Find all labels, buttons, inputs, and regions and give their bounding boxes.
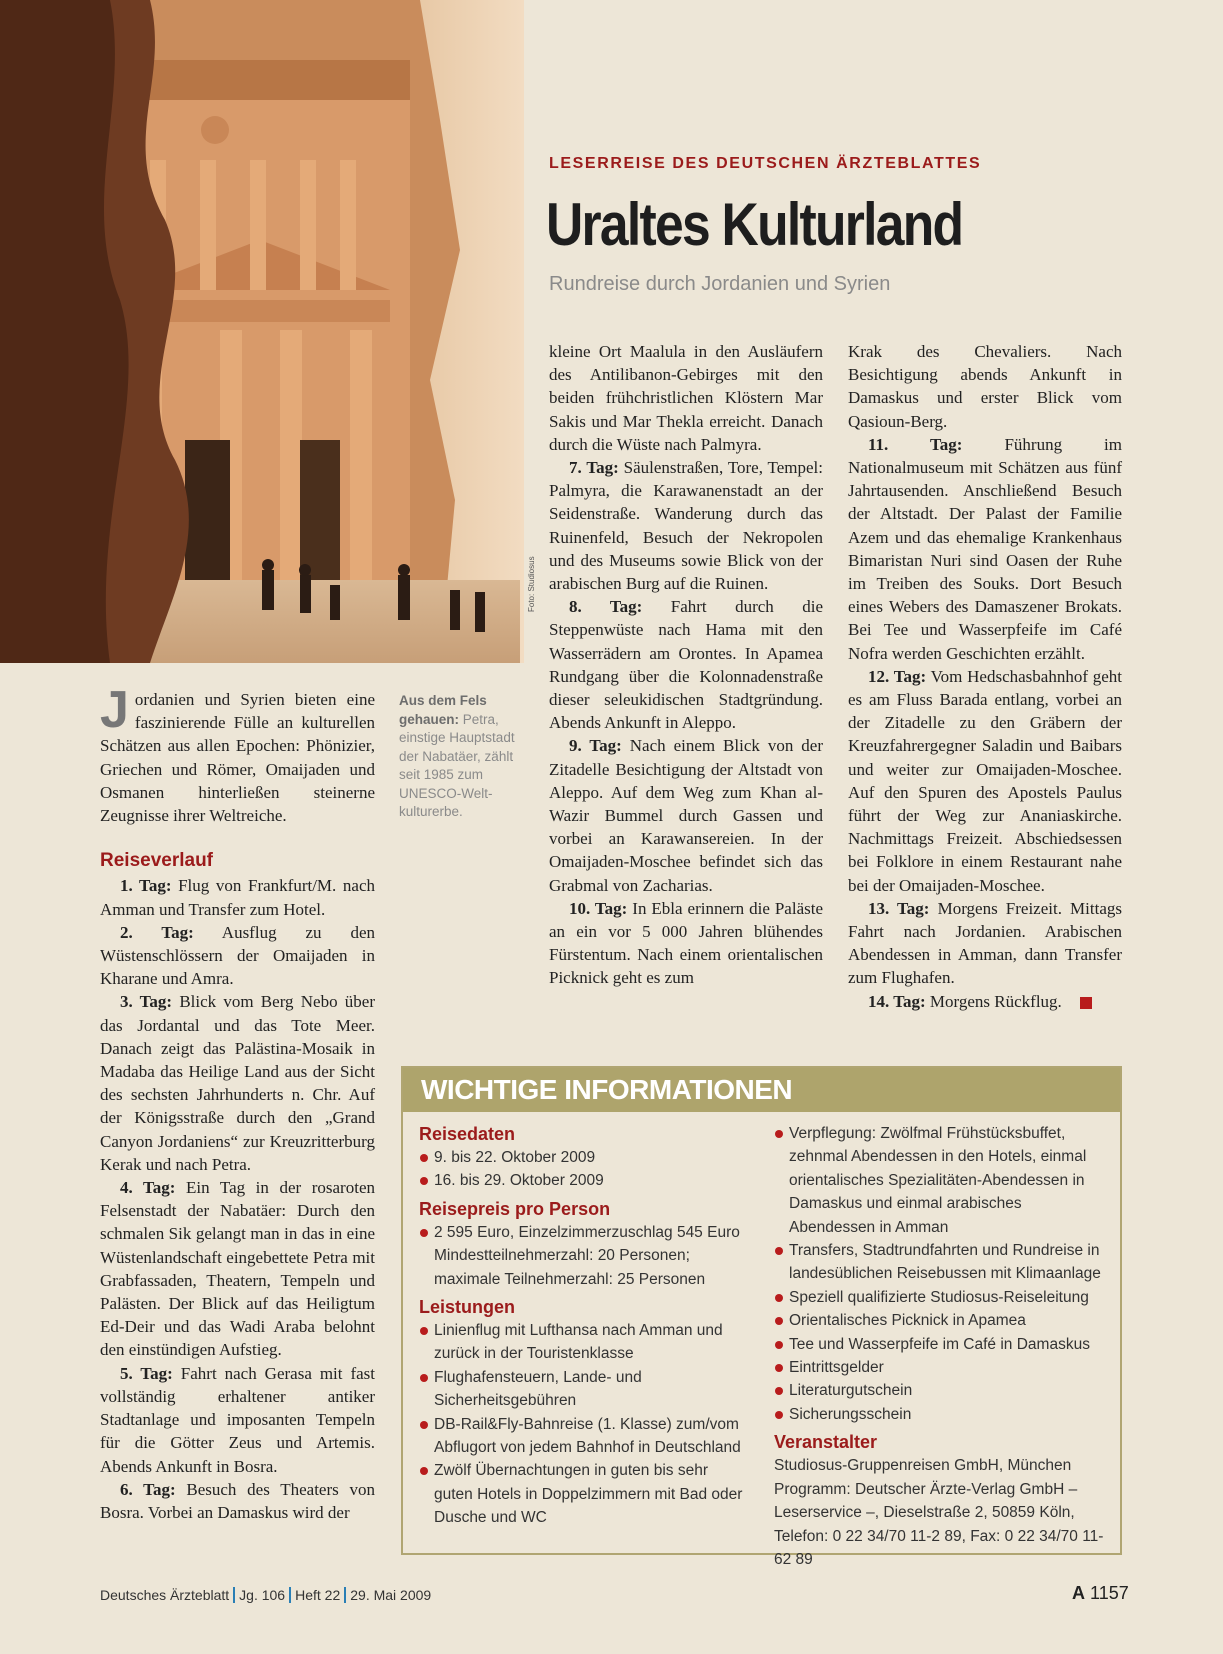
day-text: Fahrt nach Gerasa mit fast vollständig erhaltener antiker Stadtanlage und imposanten Tempeln für die Götter Zeus und Artemis. Abends Ankunft in Bosra. bbox=[100, 1363, 375, 1476]
day-text: Besuch des Theaters von Bosra. Vorbei an Damaskus wird der bbox=[100, 1479, 375, 1522]
day-label: 7. Tag: bbox=[569, 458, 619, 478]
reisedaten-heading: Reisedaten bbox=[419, 1124, 516, 1144]
list-item: DB-Rail&Fly-Bahnreise (1. Klasse) zum/vom Abflugort von jedem Bahnhof in Deutschland bbox=[419, 1413, 749, 1460]
preis-list bbox=[419, 1221, 749, 1291]
list-item: Eintrittsgelder bbox=[774, 1356, 1109, 1379]
list-item: Orientalisches Picknick in Apamea bbox=[774, 1309, 1109, 1332]
list-item: Transfers, Stadtrundfahrten und Rundreise in landesüblichen Reisebussen mit Klimaanlage bbox=[774, 1239, 1109, 1286]
day-paragraph bbox=[848, 897, 1122, 990]
article-column-3 bbox=[848, 340, 1122, 1013]
list-item: Linienflug mit Lufthansa nach Amman und zurück in der Touristenklasse bbox=[419, 1319, 749, 1366]
day-text: Nach einem Blick von der Zitadelle Besichtigung der Altstadt von Aleppo. Auf dem Weg zum Khan al-Wazir Bummel durch Gassen und vorbei an Karawansereien. In der Omaijaden-Moschee befindet sich das Grabmal von Zacharias. bbox=[549, 736, 823, 895]
day-label: 9. Tag: bbox=[569, 736, 622, 756]
day-text: Ein Tag in der rosaroten Felsenstadt der Nabatäer: Durch den schmalen Sik gelangt man in das in eine Wüstenlandschaft eingebettete Petra mit Grabfassaden, Theatern, Tempeln und Palästen. Der Blick auf das Heiligtum Ed-Deir und das Wadi Araba belohnt den einstündigen Aufstieg. bbox=[100, 1178, 375, 1360]
intro-paragraph bbox=[100, 681, 375, 827]
leistungen-list bbox=[419, 1319, 749, 1530]
day-paragraph bbox=[549, 734, 823, 896]
day-paragraph bbox=[848, 433, 1122, 665]
day-text: Fahrt durch die Steppenwüste nach Hama mit den Wasserrädern am Orontes. In Apamea Rundgang über die Kolonnadenstraße dieser seleukidischen Stadtgründung. Abends Ankunft in Aleppo. bbox=[549, 597, 823, 733]
day-label: 8. Tag: bbox=[569, 597, 643, 617]
day-text: Morgens Rückflug. bbox=[925, 991, 1062, 1011]
day-label: 3. Tag: bbox=[120, 992, 173, 1012]
day-text: In Ebla erinnern die Paläste an ein vor 5 000 Jahren blühendes Fürstentum. Nach einem orientalischen Picknick geht es zum bbox=[549, 898, 823, 988]
info-box-title: WICHTIGE INFORMATIONEN bbox=[403, 1068, 1120, 1112]
list-item: Verpflegung: Zwölfmal Frühstücksbuffet, zehnmal Abendessen in den Hotels, einmal orientalisches Spezialitäten-Abendessen in Damaskus und einmal arabisches Abendessen in Amman bbox=[774, 1122, 1109, 1239]
list-item: Sicherungsschein bbox=[774, 1403, 1109, 1426]
intro-text: ordanien und Syrien bieten eine faszinierende Fülle an kulturellen Schätzen aus allen Epochen: Phönizier, Griechen und Römer, Omaijaden und Osmanen hinterließen steinerne Zeugnisse ihrer Weltreiche. bbox=[100, 690, 375, 826]
info-box-left-column bbox=[419, 1122, 749, 1530]
day-label: 11. Tag: bbox=[868, 434, 963, 454]
day-label: 10. Tag: bbox=[569, 898, 628, 918]
caption-text: Petra, einstige Hauptstadt der Nabatäer, zählt seit 1985 zum UNESCO-Welt-kulturerbe. bbox=[399, 711, 515, 819]
day-paragraph bbox=[100, 1478, 375, 1524]
list-item: 16. bis 29. Oktober 2009 bbox=[419, 1169, 749, 1192]
end-mark-icon bbox=[1080, 997, 1092, 1009]
list-item: 9. bis 22. Oktober 2009 bbox=[419, 1146, 749, 1169]
day-label: 5. Tag: bbox=[120, 1363, 173, 1383]
list-item: Literaturgutschein bbox=[774, 1379, 1109, 1402]
caption-bold: Aus dem Fels gehauen: bbox=[399, 693, 487, 727]
page-value: 1157 bbox=[1090, 1583, 1129, 1603]
issue: Heft 22 bbox=[295, 1587, 341, 1603]
day-text: Blick vom Berg Nebo über das Jordantal und das Tote Meer. Danach zeigt das Palästina-Mosaik in Madaba das Heilige Land aus der Sicht des sechsten Jahrhunderts n. Chr. Auf der Königsstraße durch den „Grand Canyon Jordaniens“ zur Kreuzritterburg Kerak und nach Petra. bbox=[100, 992, 375, 1174]
day-paragraph bbox=[100, 1176, 375, 1362]
day-label: 14. Tag: bbox=[868, 991, 926, 1011]
section-heading: Reiseverlauf bbox=[100, 850, 214, 872]
subtitle: Rundreise durch Jordanien und Syrien bbox=[549, 273, 891, 295]
day-text: Führung im Nationalmuseum mit Schätzen aus fünf Jahrtausenden. Anschließend Besuch der Altstadt. Der Palast der Familie Azem und das ehemalige Krankenhaus Bimaristan Nuri sind Oasen der Ruhe im Treiben des Souks. Dort Besuch eines Webers des Damaszener Brokats. Bei Tee und Wasserpfeife im Café Nofra werden Geschichten erzählt. bbox=[848, 434, 1123, 663]
day-label: 12. Tag: bbox=[868, 666, 927, 686]
day-paragraph bbox=[100, 990, 375, 1176]
day-label: 6. Tag: bbox=[120, 1479, 176, 1499]
kicker: LESERREISE DES DEUTSCHEN ÄRZTEBLATTES bbox=[549, 155, 982, 172]
divider bbox=[344, 1587, 346, 1603]
day-paragraph bbox=[848, 340, 1122, 433]
preis-heading: Reisepreis pro Person bbox=[419, 1198, 611, 1219]
list-item: Tee und Wasserpfeife im Café in Damaskus bbox=[774, 1333, 1109, 1356]
list-item: Flughafensteuern, Lande- und Sicherheitsgebühren bbox=[419, 1366, 749, 1413]
day-text: kleine Ort Maalula in den Ausläufern des Antilibanon-Gebirges mit den beiden frühchristlichen Klöstern Mar Sakis und Mar Thekla erreicht. Danach durch die Wüste nach Palmyra. bbox=[549, 342, 823, 454]
info-box bbox=[401, 1066, 1122, 1568]
day-label: 4. Tag: bbox=[120, 1178, 176, 1198]
list-item: Zwölf Übernachtungen in guten bis sehr guten Hotels in Doppelzimmern mit Bad oder Dusche und WC bbox=[419, 1459, 749, 1529]
day-text: Krak des Chevaliers. Nach Besichtigung abends Ankunft in Damaskus und erster Blick vom Qasioun-Berg. bbox=[848, 342, 1122, 431]
page-title: Uraltes Kulturland bbox=[546, 191, 963, 258]
volume: Jg. 106 bbox=[239, 1587, 286, 1603]
photo-credit: Foto: Studiosus bbox=[527, 556, 536, 612]
page-prefix: A bbox=[1072, 1583, 1085, 1603]
leistungen-list-continued bbox=[774, 1122, 1109, 1426]
page-number bbox=[1072, 1583, 1129, 1604]
veranstalter-text: Studiosus-Gruppenreisen GmbH, München Programm: Deutscher Ärzte-Verlag GmbH – Leserservice –, Dieselstraße 2, 50859 Köln, Telefon: 0 22 34/70 11-2 89, Fax: 0 22 34/70 11-62 89 bbox=[774, 1457, 1104, 1568]
day-label: 13. Tag: bbox=[868, 898, 930, 918]
day-label: 2. Tag: bbox=[120, 922, 194, 942]
day-paragraph bbox=[100, 1362, 375, 1478]
day-paragraph bbox=[100, 874, 375, 920]
dropcap: J bbox=[100, 681, 129, 739]
issue-date: 29. Mai 2009 bbox=[350, 1587, 432, 1603]
day-paragraph bbox=[549, 897, 823, 990]
petra-photo bbox=[0, 0, 524, 663]
day-text: Flug von Frankfurt/M. nach Amman und Transfer zum Hotel. bbox=[100, 876, 375, 919]
list-item: Speziell qualifizierte Studiosus-Reiseleitung bbox=[774, 1286, 1109, 1309]
divider bbox=[233, 1587, 235, 1603]
veranstalter-heading: Veranstalter bbox=[774, 1432, 878, 1453]
day-paragraph bbox=[848, 665, 1122, 897]
info-box-right-column bbox=[774, 1122, 1109, 1571]
page-footer bbox=[100, 1587, 431, 1603]
leistungen-heading: Leistungen bbox=[419, 1297, 516, 1318]
day-paragraph bbox=[549, 456, 823, 595]
day-paragraph bbox=[848, 990, 1122, 1013]
day-text: Morgens Freizeit. Mittags Fahrt nach Jordanien. Arabischen Abendessen in Amman, dann Transfer zum Flughafen. bbox=[848, 898, 1123, 988]
day-text: Ausflug zu den Wüstenschlössern der Omaijaden in Kharane und Amra. bbox=[100, 922, 375, 989]
day-paragraph bbox=[549, 340, 823, 456]
day-text: Säulenstraßen, Tore, Tempel: Palmyra, die Karawanenstadt an der Seidenstraße. Wanderung durch das Ruinenfeld, Besuch der Nekropolen und des Museums sowie Blick von der arabischen Burg auf die Ruinen. bbox=[549, 458, 823, 594]
petra-illustration bbox=[0, 0, 524, 663]
divider bbox=[289, 1587, 291, 1603]
article-column-2 bbox=[549, 340, 823, 990]
day-paragraph bbox=[100, 921, 375, 991]
day-label: 1. Tag: bbox=[120, 876, 172, 896]
reisedaten-list bbox=[419, 1146, 749, 1193]
list-item: 2 595 Euro, Einzelzimmerzuschlag 545 Euro Mindestteilnehmerzahl: 20 Personen; maximale Teilnehmerzahl: 25 Personen bbox=[419, 1221, 749, 1291]
day-text: Vom Hedschasbahnhof geht es am Fluss Barada entlang, vorbei an der Zitadelle zu den Gräbern der Kreuzfahrergegner Saladin und Baibars und weiter zur Omaijaden-Moschee. Auf den Spuren des Apostels Paulus führt der Weg zur Ananiaskirche. Nachmittags Freizeit. Abschiedsessen bei Folklore in einem Restaurant nahe bei der Omaijaden-Moschee. bbox=[848, 666, 1122, 895]
photo-caption bbox=[399, 692, 521, 822]
journal-name: Deutsches Ärzteblatt bbox=[100, 1587, 230, 1603]
article-column-1 bbox=[100, 681, 375, 1524]
day-paragraph bbox=[549, 595, 823, 734]
